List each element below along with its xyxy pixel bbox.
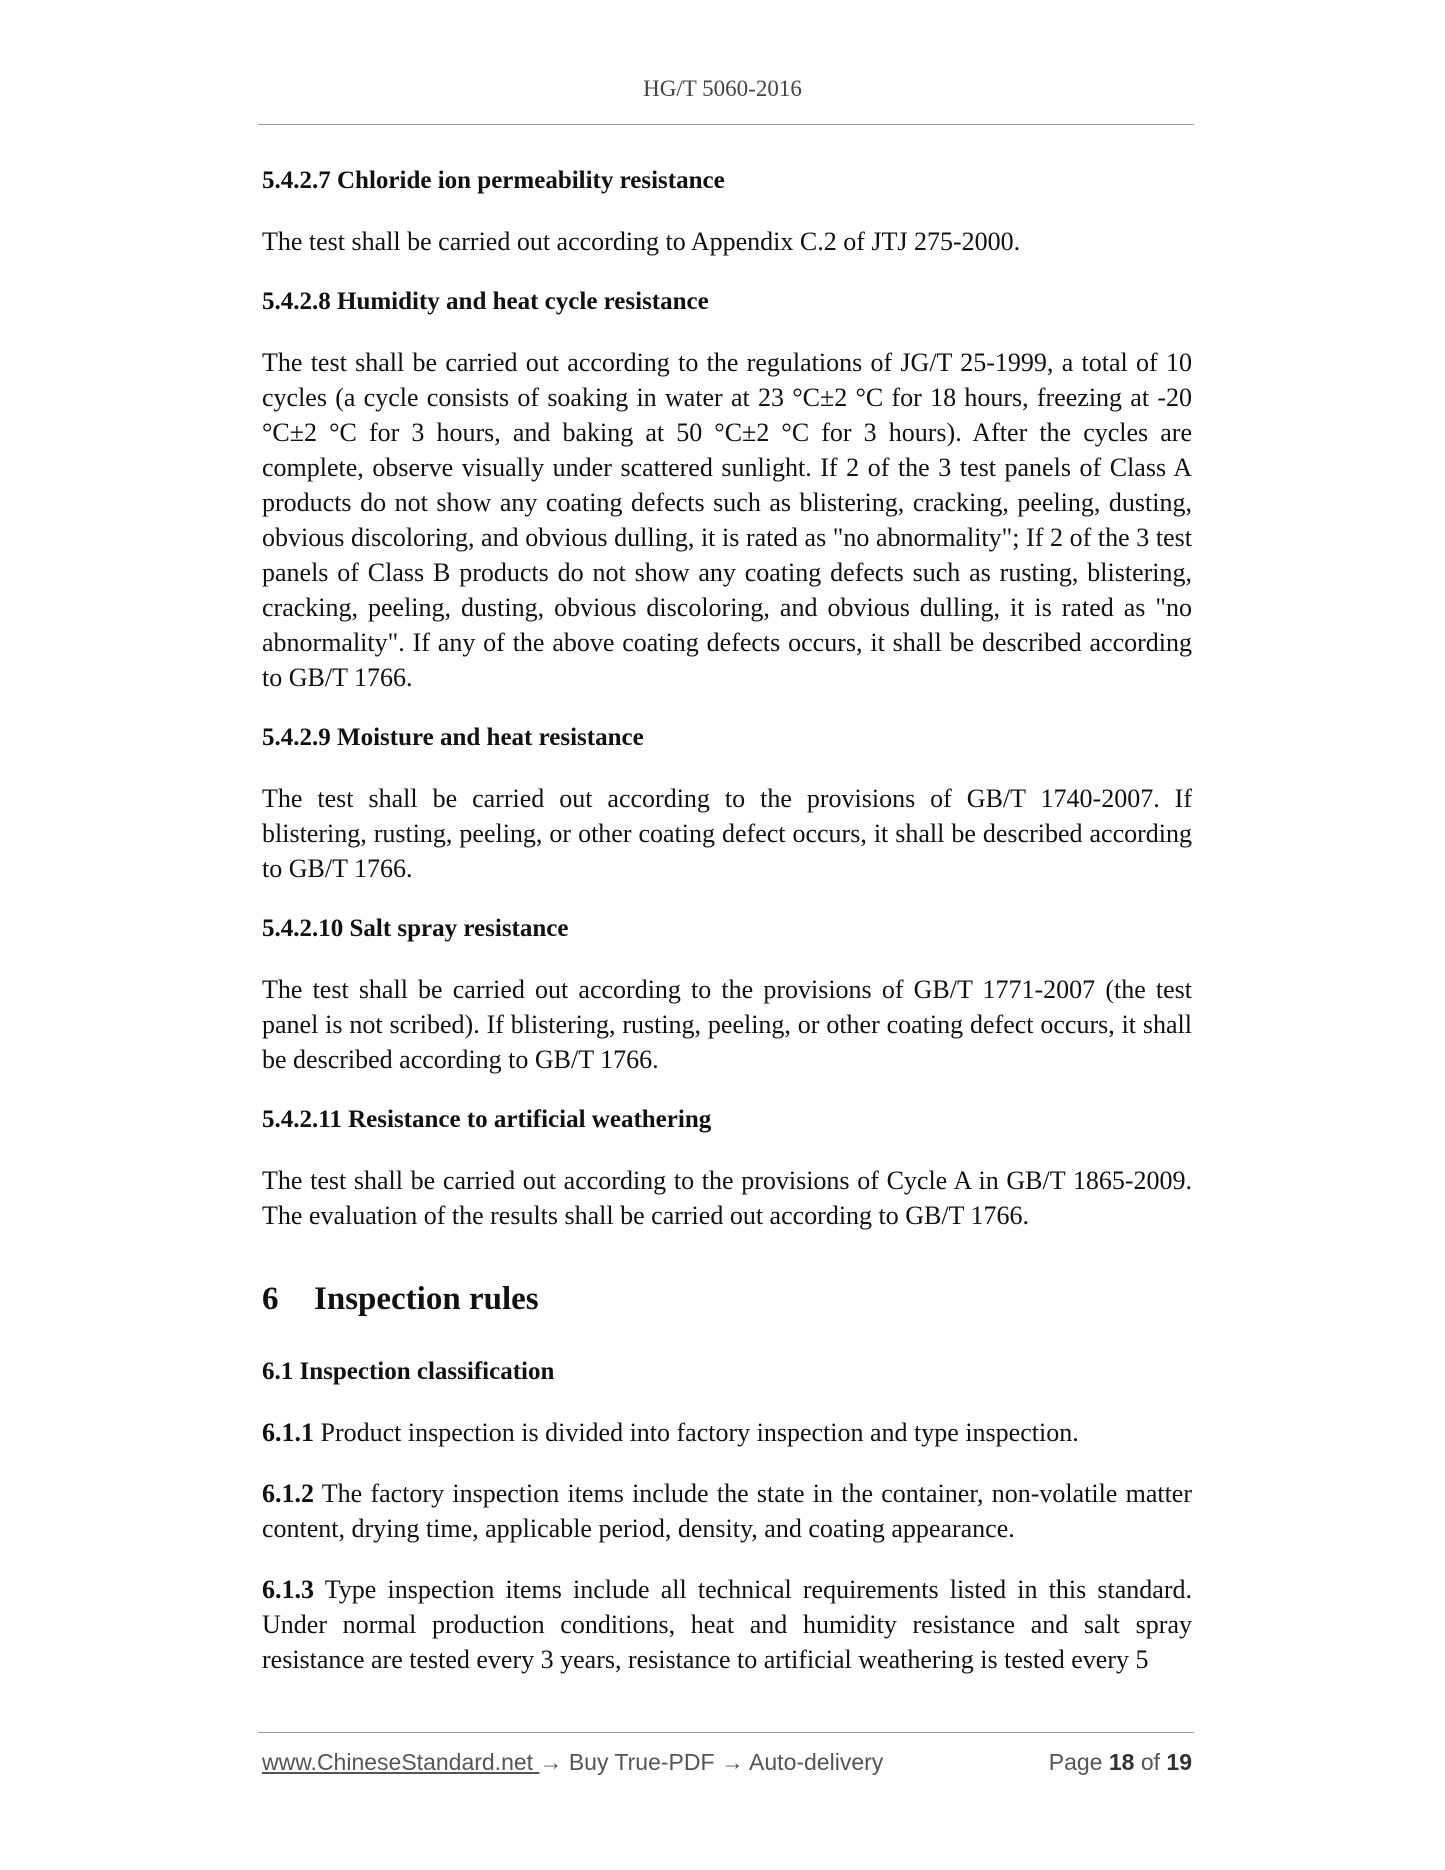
clause-number-6-1-1: 6.1.1	[262, 1418, 314, 1447]
header-doc-id: HG/T 5060-2016	[643, 76, 802, 101]
paragraph-5-4-2-11: The test shall be carried out according to the provisions of Cycle A in GB/T 1865-2009. The evaluation of the results shall be carried out according to GB/T 1766.	[262, 1166, 1192, 1230]
page-footer	[262, 1749, 1192, 1781]
clause-text-6-1-2: The factory inspection items include the state in the container, non-volatile matter content, drying time, applicable period, density, and coating appearance.	[262, 1479, 1193, 1543]
paragraph-5-4-2-7: The test shall be carried out according to Appendix C.2 of JTJ 275-2000.	[262, 227, 1021, 256]
clause-text-6-1-1: Product inspection is divided into factory inspection and type inspection.	[320, 1418, 1079, 1447]
page-body	[262, 164, 1192, 1703]
clause-number-6-1-2: 6.1.2	[262, 1479, 314, 1508]
delivery-text: Auto-delivery	[743, 1749, 884, 1775]
page-indicator	[1049, 1749, 1192, 1776]
paragraph-6-1-3	[262, 1572, 1192, 1677]
site-link[interactable]: www.ChineseStandard.net	[262, 1749, 540, 1775]
paragraph-5-4-2-10: The test shall be carried out according to the provisions of GB/T 1771-2007 (the test panel is not scribed). If blistering, rusting, peeling, or other coating defect occurs, it shall be described according to GB/T 1766.	[262, 975, 1192, 1074]
paragraph-6-1-2	[262, 1476, 1192, 1546]
clause-text-6-1-3: Type inspection items include all technical requirements listed in this standard. Under normal production conditions, heat and humidity resistance and salt spray resistance are tested every 3 years, resistance to artificial weathering is tested every 5	[262, 1575, 1192, 1674]
chapter-title: Inspection rules	[314, 1281, 539, 1317]
page-current: 18	[1108, 1749, 1135, 1775]
header-divider	[258, 124, 1194, 125]
chapter-number: 6	[262, 1281, 279, 1317]
heading-5-4-2-8: 5.4.2.8 Humidity and heat cycle resistance	[262, 288, 709, 315]
footer-divider	[258, 1732, 1194, 1733]
arrow-right-icon: →	[539, 1749, 563, 1775]
heading-5-4-2-10: 5.4.2.10 Salt spray resistance	[262, 915, 569, 942]
chapter-heading-6	[262, 1277, 1192, 1321]
page-of: of	[1140, 1749, 1161, 1775]
paragraph-6-1-1	[262, 1415, 1192, 1450]
clause-number-6-1-3: 6.1.3	[262, 1575, 314, 1604]
footer-promo	[262, 1749, 883, 1776]
heading-5-4-2-9: 5.4.2.9 Moisture and heat resistance	[262, 724, 644, 751]
heading-5-4-2-11: 5.4.2.11 Resistance to artificial weathering	[262, 1106, 712, 1133]
buy-text: Buy True-PDF	[562, 1749, 721, 1775]
heading-6-1: 6.1 Inspection classification	[262, 1358, 555, 1385]
paragraph-5-4-2-9: The test shall be carried out according to the provisions of GB/T 1740-2007. If blistering, rusting, peeling, or other coating defect occurs, it shall be described according to GB/T 1766.	[262, 784, 1192, 883]
page-label: Page	[1048, 1749, 1103, 1775]
heading-5-4-2-7: 5.4.2.7 Chloride ion permeability resistance	[262, 167, 725, 194]
page-total: 19	[1166, 1749, 1192, 1775]
arrow-right-icon: →	[720, 1749, 744, 1775]
paragraph-5-4-2-8: The test shall be carried out according to the regulations of JG/T 25-1999, a total of 10 cycles (a cycle consists of soaking in water at 23 °C±2 °C for 18 hours, freezing at -20 °C±2 °C for 3 hours, and baking at 50 °C±2 °C for 3 hours). After the cycles are complete, observe visually under scattered sunlight. If 2 of the 3 test panels of Class A products do not show any coating defects such as blistering, cracking, peeling, dusting, obvious discoloring, and obvious dulling, it is rated as "no abnormality"; If 2 of the 3 test panels of Class B products do not show any coating defects such as rusting, blistering, cracking, peeling, dusting, obvious discoloring, and obvious dulling, it is rated as "no abnormality". If any of the above coating defects occurs, it shall be described according to GB/T 1766.	[262, 348, 1192, 692]
